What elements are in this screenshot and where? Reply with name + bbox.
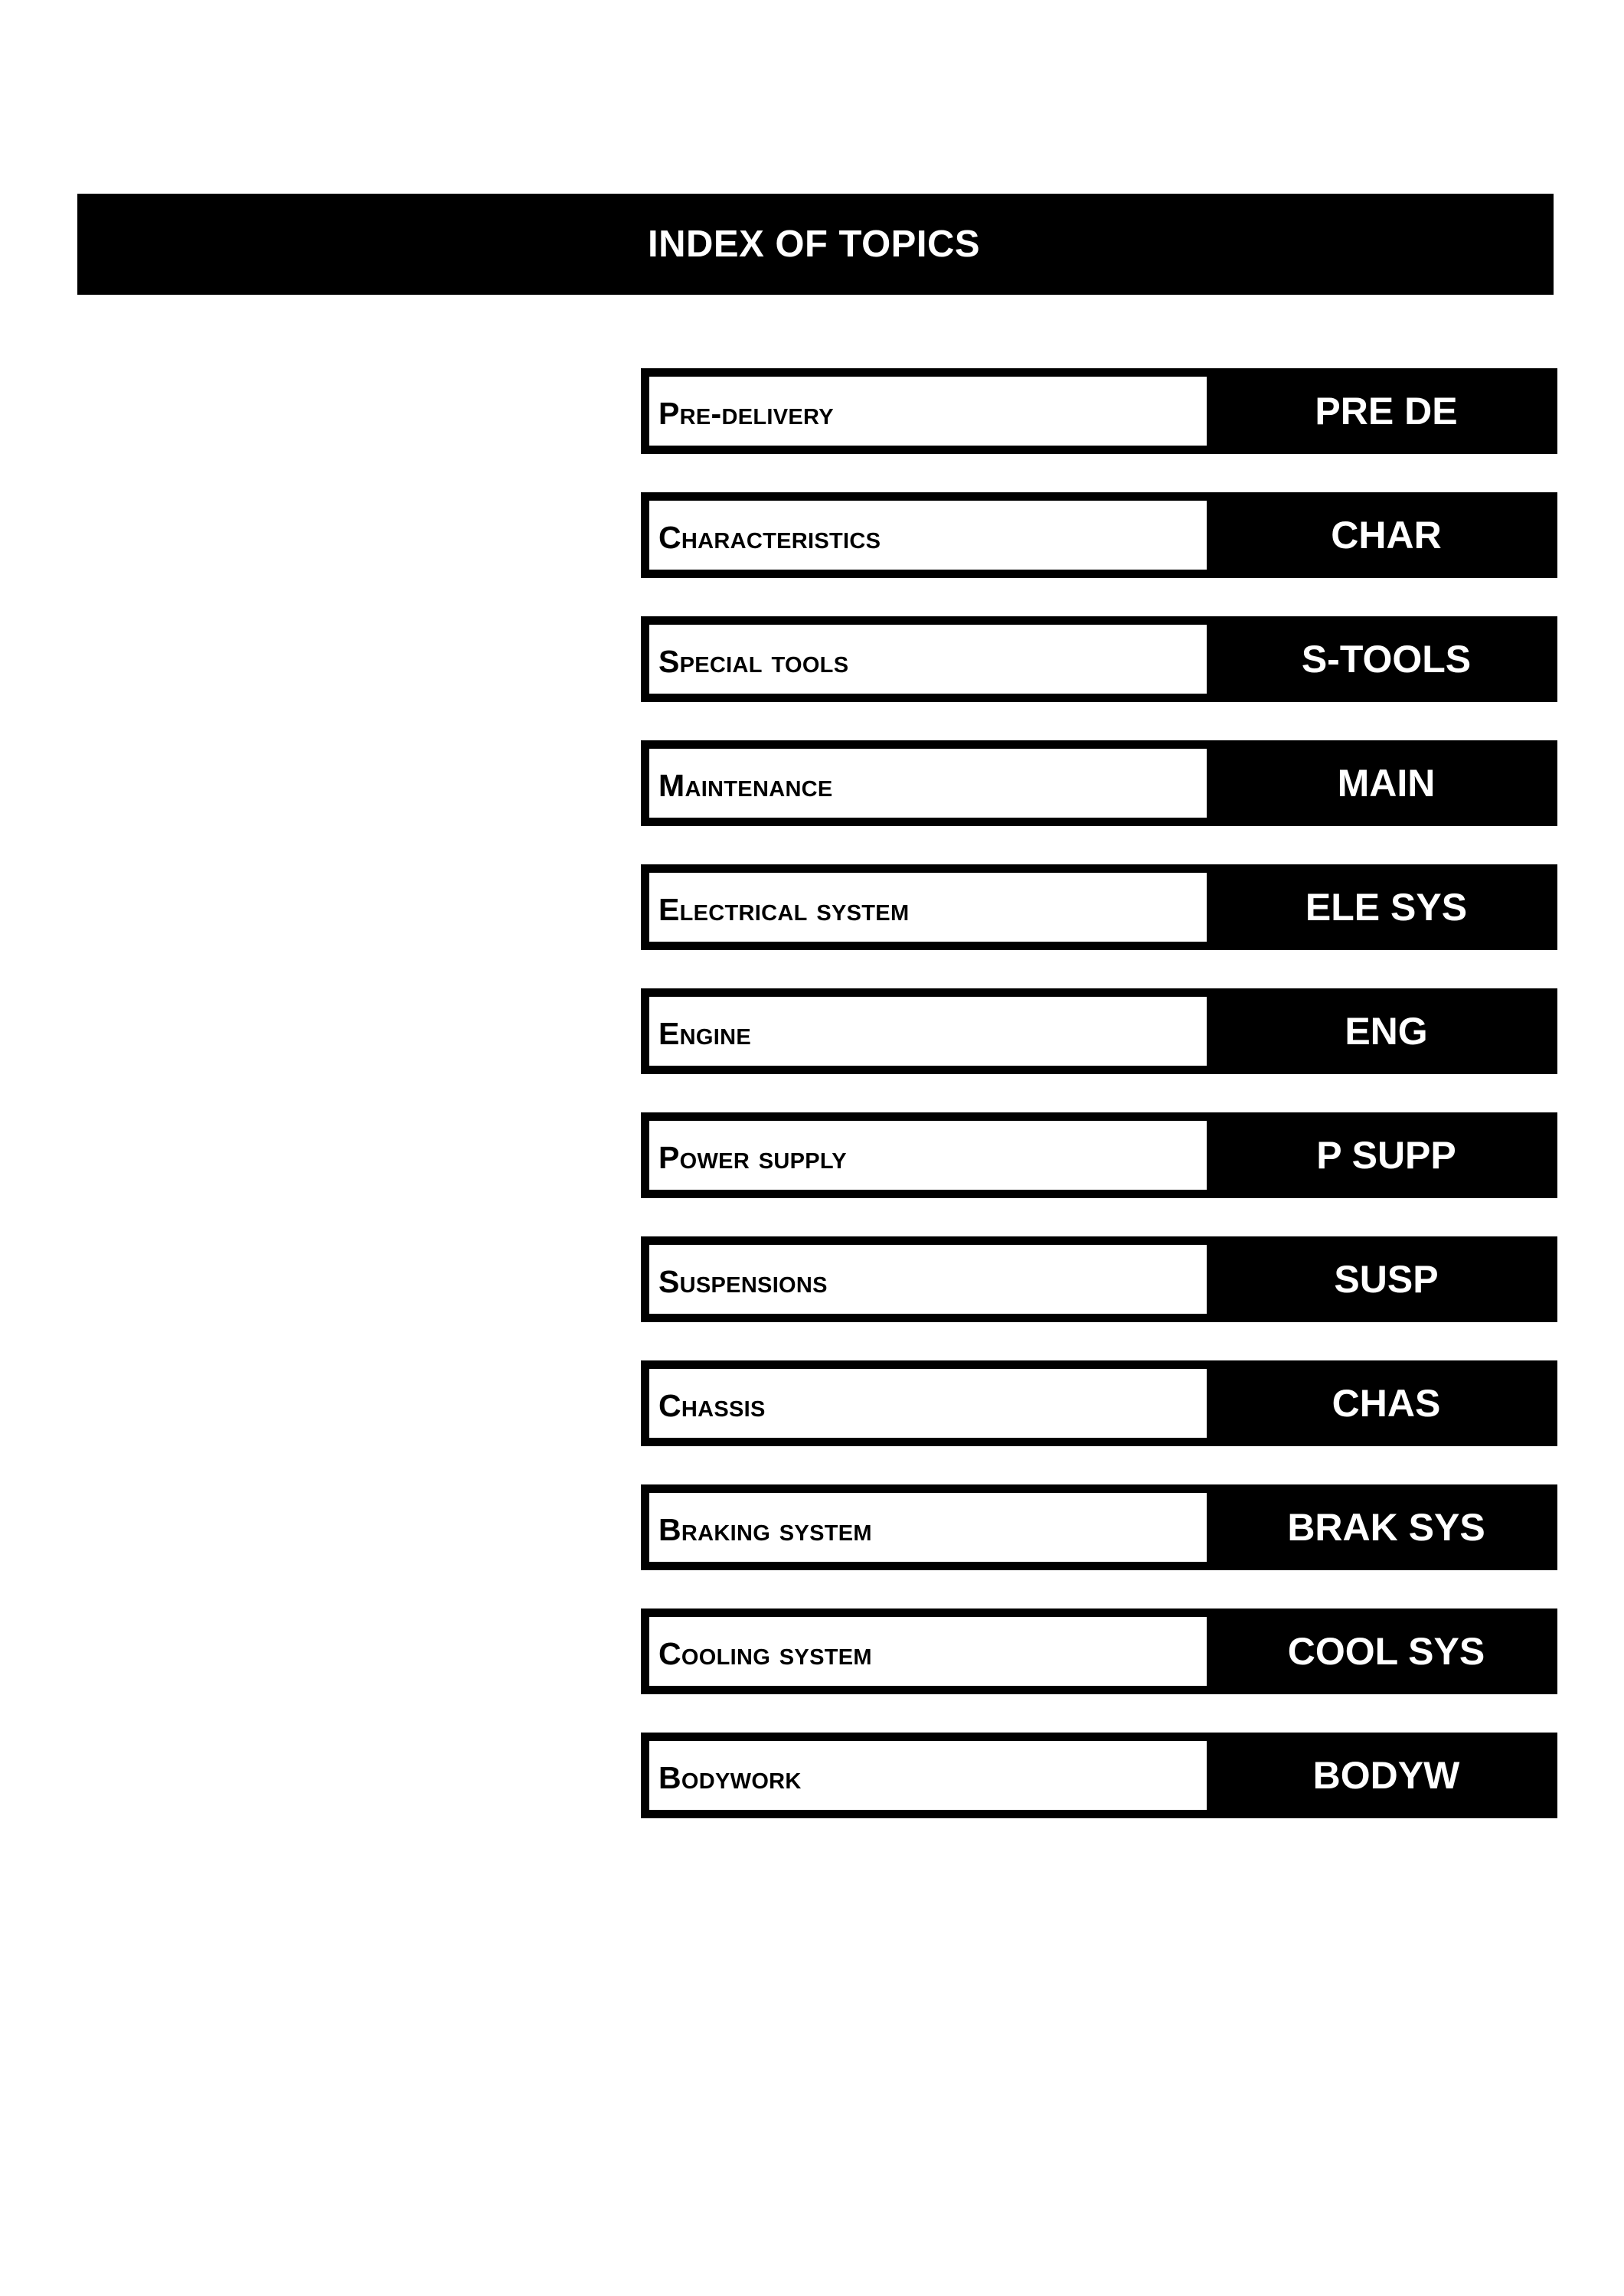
topic-row-power-supply[interactable] bbox=[641, 1112, 1557, 1198]
topic-code-tab[interactable]: BRAK SYS bbox=[1287, 1506, 1485, 1549]
topic-label-box bbox=[649, 1617, 1207, 1686]
topic-label: Characteristics bbox=[658, 520, 881, 555]
topic-row-characteristics[interactable] bbox=[641, 492, 1557, 578]
topic-label-box bbox=[649, 501, 1207, 570]
topic-label: Power supply bbox=[658, 1140, 847, 1175]
topic-code-tab[interactable]: ELE SYS bbox=[1305, 886, 1468, 929]
topic-label: Special tools bbox=[658, 644, 849, 679]
topic-row-bodywork[interactable] bbox=[641, 1733, 1557, 1818]
topic-row-braking-system[interactable] bbox=[641, 1484, 1557, 1570]
topic-row-cooling-system[interactable] bbox=[641, 1609, 1557, 1694]
topic-code-tab[interactable]: CHAR bbox=[1331, 514, 1442, 557]
topic-code-tab[interactable]: ENG bbox=[1345, 1010, 1428, 1053]
topic-label-box bbox=[649, 873, 1207, 942]
topic-code-tab[interactable]: MAIN bbox=[1337, 762, 1436, 805]
topic-row-engine[interactable] bbox=[641, 988, 1557, 1074]
topic-row-maintenance[interactable] bbox=[641, 740, 1557, 826]
topic-label-box bbox=[649, 749, 1207, 818]
topic-label-box bbox=[649, 377, 1207, 446]
topic-code-tab[interactable]: CHAS bbox=[1332, 1382, 1441, 1425]
topic-index bbox=[641, 368, 1557, 1857]
topic-label-box bbox=[649, 997, 1207, 1066]
topic-code-tab[interactable]: S-TOOLS bbox=[1301, 638, 1472, 681]
topic-label: Chassis bbox=[658, 1388, 766, 1423]
topic-label: Engine bbox=[658, 1016, 751, 1051]
topic-label-box bbox=[649, 1369, 1207, 1438]
topic-row-special-tools[interactable] bbox=[641, 616, 1557, 702]
topic-label: Suspensions bbox=[658, 1264, 828, 1299]
topic-row-electrical-system[interactable] bbox=[641, 864, 1557, 950]
topic-label-box bbox=[649, 1245, 1207, 1314]
topic-label: Braking system bbox=[658, 1512, 872, 1547]
topic-row-pre-delivery[interactable] bbox=[641, 368, 1557, 454]
topic-code-tab[interactable]: P SUPP bbox=[1316, 1134, 1456, 1177]
topic-label: Bodywork bbox=[658, 1760, 802, 1795]
topic-label-box bbox=[649, 1493, 1207, 1562]
topic-code-tab[interactable]: BODYW bbox=[1312, 1754, 1460, 1797]
page-title: INDEX OF TOPICS bbox=[648, 224, 981, 265]
topic-label: Pre-delivery bbox=[658, 396, 834, 431]
topic-row-chassis[interactable] bbox=[641, 1360, 1557, 1446]
topic-label-box bbox=[649, 1741, 1207, 1810]
topic-label-box bbox=[649, 625, 1207, 694]
topic-label: Electrical system bbox=[658, 892, 910, 927]
topic-code-tab[interactable]: PRE DE bbox=[1315, 390, 1458, 433]
topic-row-suspensions[interactable] bbox=[641, 1236, 1557, 1322]
topic-label: Maintenance bbox=[658, 768, 833, 803]
topic-label-box bbox=[649, 1121, 1207, 1190]
topic-code-tab[interactable]: COOL SYS bbox=[1287, 1630, 1485, 1673]
topic-code-tab[interactable]: SUSP bbox=[1334, 1258, 1439, 1301]
topic-label: Cooling system bbox=[658, 1636, 872, 1671]
